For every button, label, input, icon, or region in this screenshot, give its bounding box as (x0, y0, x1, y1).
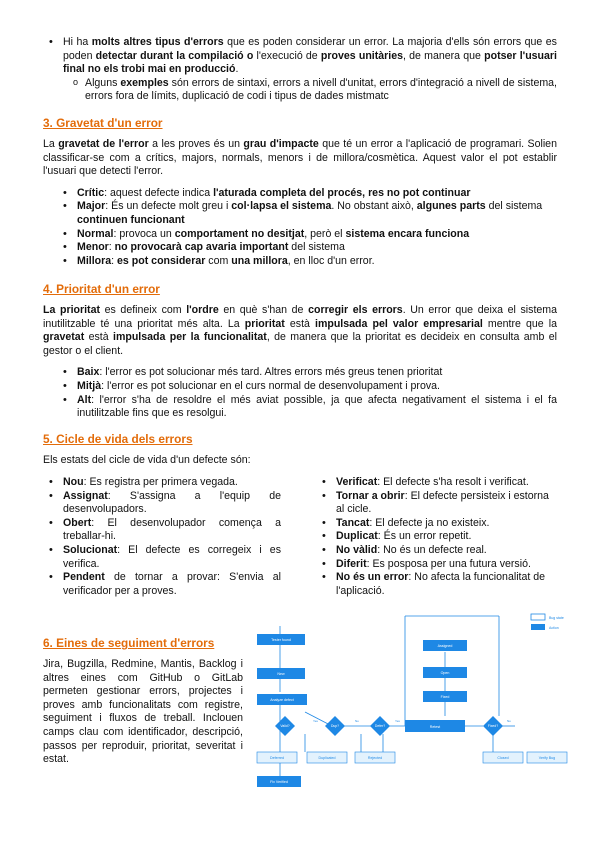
list-item: • Baix: l'error es pot solucionar més tard. Altres errors més greus tenen prioritat (57, 366, 557, 380)
bug-lifecycle-diagram (255, 612, 573, 790)
list-item: • Diferit: Es posposa per una futura versió. (316, 558, 560, 572)
sub-list-item: o Alguns exemples són errors de sintaxi, errors a nivell d'unitat, errors d'integració a nivell de sistema, errors fora de límits, duplicació de codi i tipus de dades mistmatc (65, 77, 557, 104)
legend-bug-state-swatch (531, 614, 545, 620)
list-item: • Pendent de tornar a provar: S'envia al verificador per a proves. (43, 571, 281, 598)
fix-verified-label: Fix Verified (270, 780, 288, 784)
list-item: • Alt: l'error s'ha de resoldre el més aviat possible, ja que afecta negativament el sistema i el fa inutilitzable fins que es resolgui. (57, 394, 557, 421)
intro-section (43, 36, 557, 104)
list-item: • Solucionat: El defecte es corregeix i es verifica. (43, 544, 281, 571)
edge-label-yes: Yes (313, 719, 318, 723)
retest-label: Retest (429, 725, 441, 729)
legend-bug-state: Bug state (549, 616, 564, 620)
lifecycle-right-list (316, 476, 560, 598)
list-item: • Mitjà: l'error es pot solucionar en el curs normal de desenvolupament i prova. (57, 380, 557, 394)
list-item: • Millora: es pot considerar com una millora, en lloc d'un error. (57, 255, 557, 269)
list-item: • No vàlid: No és un defecte real. (316, 544, 560, 558)
list-item: • Obert: El desenvolupador comença a treballar-hi. (43, 517, 281, 544)
section-gravetat (43, 116, 557, 268)
list-item: • Menor: no provocarà cap avaria important del sistema (57, 241, 557, 255)
paragraph: La prioritat es defineix com l'ordre en què s'han de corregir els errors. Un error que deixa el sistema inutilitzable té una prioritat més alta. La prioritat està impulsada pel valor empresarial mentre que la gravetat està impulsada per la funcionalitat, de manera que la prioritat es decideix en consulta amb el gestor o el client. (43, 304, 557, 357)
tester-found-label: Tester found (271, 638, 291, 642)
edge-label-no: No (507, 719, 511, 723)
list-item: • Major: És un defecte molt greu i col·lapsa el sistema. No obstant això, algunes parts del sistema continuen funcionant (57, 200, 557, 227)
section-heading: 4. Prioritat d'un error (43, 282, 160, 296)
list-item: • Duplicat: És un error repetit. (316, 530, 560, 544)
paragraph: Jira, Bugzilla, Redmine, Mantis, Backlog i altres eines com GitHub o GitLab permeten gestionar errors, projectes i proves amb funcionalitats com registre, seguiment i fluxos de treball. Inclouen camps clau com identificador, descripció, passos per reproduir, prioritat, severitat i estat. (43, 658, 243, 766)
paragraph: La gravetat de l'error a les proves és un grau d'impacte que té un error a l'aplicació de programari. Solien classificar-se com a crítics, majors, normals, menors i de millora/cosmètica. Aquest valor el pot establir l'usuari que detecti l'error. (43, 138, 557, 178)
legend-action-swatch (531, 624, 545, 630)
list-item: • Tancat: El defecte ja no existeix. (316, 517, 560, 531)
section-cicle-vida (43, 432, 557, 468)
defer-decision-label: Defer? (374, 724, 386, 728)
edge-label-no: No (355, 719, 359, 723)
deferred-label: Deferred (270, 756, 284, 760)
list-item: • Crític: aquest defecte indica l'aturada completa del procés, res no pot continuar (57, 187, 557, 201)
list-item: • Tornar a obrir: El defecte persisteix i estorna al cicle. (316, 490, 560, 517)
lifecycle-left-list (43, 476, 281, 598)
rejected-label: Rejected (367, 756, 383, 760)
list-item: • Verificat: El defecte s'ha resolt i verificat. (316, 476, 560, 490)
list-item: • Nou: Es registra per primera vegada. (43, 476, 281, 490)
legend-action: Action (549, 626, 559, 630)
dup-decision-label: Dup? (330, 724, 340, 728)
analyze-defect-label: Analyze defect (270, 698, 294, 702)
edge-label-yes: Yes (395, 719, 400, 723)
paragraph: Els estats del cicle de vida d'un defecte són: (43, 454, 251, 466)
open-label: Open (440, 671, 450, 675)
fixed-label: Fixed (440, 695, 450, 699)
list-item: • No és un error: No afecta la funcionalitat de l'aplicació. (316, 571, 560, 598)
new-label: New (277, 672, 285, 676)
section-heading: 6. Eines de seguiment d'errors (43, 636, 215, 650)
section-eines (43, 636, 243, 767)
list-item: • Assignat: S'assigna a l'equip de desenvolupadors. (43, 490, 281, 517)
section-prioritat (43, 282, 557, 421)
fixed-decision-label: Fixed? (487, 724, 499, 728)
assigned-label: Assigned (437, 644, 453, 648)
duplicated-label: Duplicated (318, 756, 336, 760)
closed-label: Closed (497, 756, 509, 760)
section-heading: 3. Gravetat d'un error (43, 116, 163, 130)
verify-bug-label: Verify Bug (538, 756, 556, 760)
valid-decision-label: Valid? (280, 724, 290, 728)
list-item: • Normal: provoca un comportament no desitjat, però el sistema encara funciona (57, 228, 557, 242)
list-item: • Hi ha molts altres tipus d'errors que es poden considerar un error. La majoria d'ells són errors que es poden detectar durant la compilació o l'execució de proves unitàries, de manera que potser l'usuari final no els trobi mai en producció. (43, 36, 557, 77)
section-heading: 5. Cicle de vida dels errors (43, 432, 193, 446)
